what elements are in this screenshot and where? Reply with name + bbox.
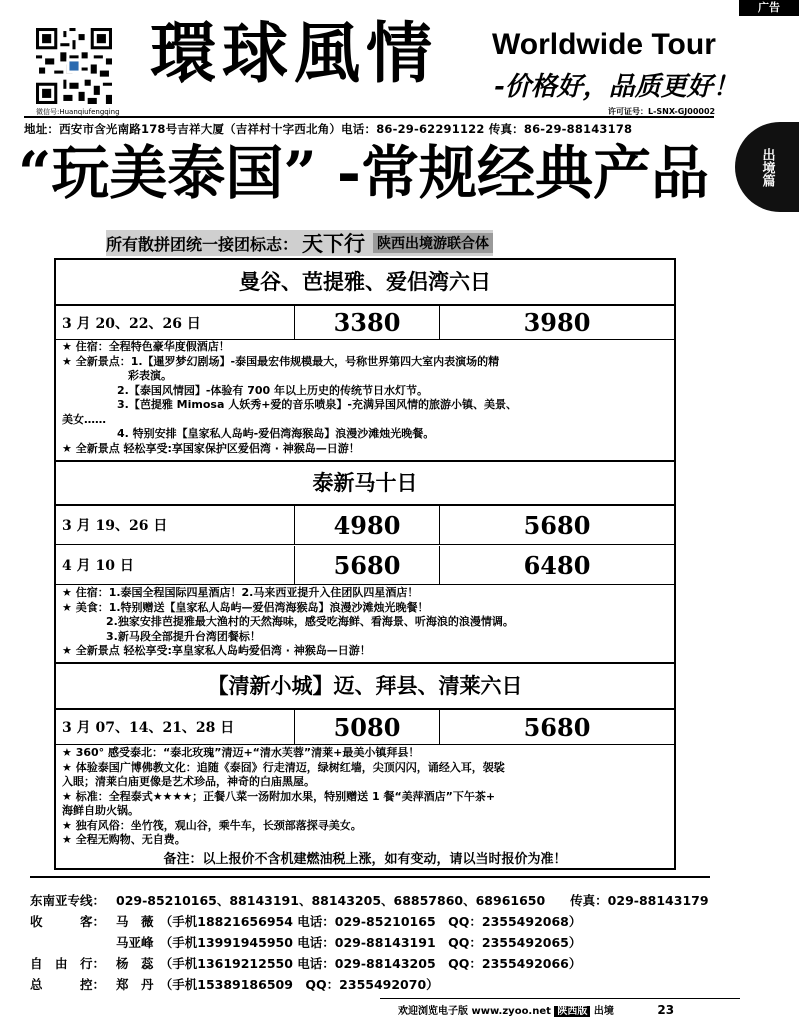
departure-dates: 3 月 20、22、26 日 xyxy=(62,315,201,332)
note-line: ★ 住宿：全程特色豪华度假酒店！ xyxy=(62,340,230,353)
contact-text: 马亚峰 （手机13991945950 电话：029-88143191 QQ：2355492065） xyxy=(116,935,582,950)
price-secondary: 3980 xyxy=(439,306,674,339)
note-line: ★ 独有风俗：坐竹筏，观山谷，乘牛车，长颈部落探寻美女。 xyxy=(62,818,362,832)
edition-badge: 陕西版 xyxy=(554,1006,590,1017)
sub-banner xyxy=(106,230,493,256)
contact-text: 杨 蕊 （手机13619212550 电话：029-88143205 QQ：2355492066） xyxy=(116,956,582,971)
ad-tag: 广告 xyxy=(739,0,799,16)
price-row xyxy=(56,546,674,585)
contact-line xyxy=(30,974,730,995)
price-secondary: 6480 xyxy=(439,546,674,584)
note-line: 4. 特别安排【皇家私人岛屿-爱侣湾海猴岛】浪漫沙滩烛光晚餐。 xyxy=(62,427,435,440)
section-notes xyxy=(62,746,668,848)
note-line: 美女…… xyxy=(62,412,106,426)
note-line: ★ 美食：1.特别赠送【皇家私人岛屿—爱侣湾海猴岛】浪漫沙滩烛光晚餐！ xyxy=(62,600,429,614)
page-number: 23 xyxy=(657,1003,675,1017)
note-line: ★ 360° 感受泰北：“泰北玫瑰”清迈+“清水芙蓉”清莱+最美小镇拜县！ xyxy=(62,746,420,759)
banner-union: 陕西出境游联合体 xyxy=(373,233,493,253)
address-line: 地址：西安市含光南路178号吉祥大厦（吉祥村十字西北角）电话：86-29-62291122 传真：86-29-88143178 xyxy=(24,116,714,137)
license-number: 许可证号：L-SNX-GJ00002 xyxy=(608,107,716,116)
note-line: ★ 全程无购物、无自费。 xyxy=(62,833,186,846)
contact-label: 东南亚专线： xyxy=(30,893,106,908)
price-row xyxy=(56,306,674,340)
note-line: 彩表演。 xyxy=(62,369,172,382)
contact-text: 029-85210165、88143191、88143205、68857860、68961650 传真：029-88143179 xyxy=(116,893,709,908)
footer-link[interactable]: 欢迎浏览电子版 www.zyoo.net xyxy=(398,1006,551,1017)
note-line: ★ 标准：全程泰式★★★★；正餐八菜一汤附加水果，特别赠送 1 餐“美萍酒店”下午茶+ xyxy=(62,789,496,803)
note-line: 2.【泰国风情园】-体验有 700 年以上历史的传统节日水灯节。 xyxy=(62,383,429,397)
departure-dates: 3 月 07、14、21、28 日 xyxy=(62,720,235,736)
section-title: 泰新马十日 xyxy=(56,460,674,506)
note-line: ★ 住宿：1.泰国全程国际四星酒店！2.马来西亚提升入住团队四星酒店！ xyxy=(62,586,419,599)
section-notes xyxy=(62,586,668,659)
contact-label: 自 由 行： xyxy=(30,956,106,971)
wechat-id: 微信号:Huanqiufengqing xyxy=(36,108,120,116)
contact-label: 收 客： xyxy=(30,914,106,929)
product-box xyxy=(54,258,676,870)
note-line: ★ 全新景点 轻松享受:享皇家私人岛屿爱侣湾 · 神猴岛—日游！ xyxy=(62,644,371,657)
note-line: ★ 全新景点 轻松享受:享国家保护区爱侣湾 · 神猴岛—日游！ xyxy=(62,441,360,455)
banner-brand: 天下行 xyxy=(302,232,366,256)
note-line: ★ 全新景点：1.【暹罗梦幻剧场】-泰国最宏伟规模最大，号称世界第四大室内表演场的精 xyxy=(62,354,500,368)
note-line: ★ 体验泰国广博佛教文化：追随《泰囧》行走清迈，绿树红墙，尖顶闪闪，诵经入耳，袈裟 xyxy=(62,760,505,774)
price-primary: 5680 xyxy=(294,546,439,584)
contact-text: 郑 丹 （手机15389186509 QQ：2355492070） xyxy=(116,977,439,992)
section-tab: 出境篇 xyxy=(735,122,799,212)
contact-line xyxy=(30,911,730,932)
page-footer xyxy=(398,1002,674,1017)
price-secondary: 5680 xyxy=(439,710,674,744)
banner-text: 所有散拼团统一接团标志： xyxy=(106,234,299,254)
section-title: 曼谷、芭提雅、爱侣湾六日 xyxy=(56,260,674,306)
section-title: 【清新小城】迈、拜县、清莱六日 xyxy=(56,662,674,710)
qr-code-icon xyxy=(36,28,112,104)
price-primary: 5080 xyxy=(294,710,439,744)
contact-label: 总 控： xyxy=(30,977,106,992)
contact-text: 马 薇 （手机18821656954 电话：029-85210165 QQ：2355492068） xyxy=(116,914,582,929)
price-primary: 4980 xyxy=(294,506,439,544)
headline: “玩美泰国” -常规经典产品 xyxy=(18,139,709,207)
english-name: Worldwide Tour xyxy=(492,28,716,61)
price-primary: 3380 xyxy=(294,306,439,339)
price-remark: 备注：以上报价不含机建燃油税上涨，如有变动，请以当时报价为准！ xyxy=(163,852,567,867)
note-line: 入眼；清莱白庙更像是艺术珍品，神奇的白庙黑屋。 xyxy=(62,775,315,788)
brand-title: 環球風情 xyxy=(150,14,438,92)
contact-line xyxy=(30,953,730,974)
price-row xyxy=(56,710,674,745)
note-line: 海鲜自助火锅。 xyxy=(62,804,139,817)
section-notes xyxy=(62,340,668,456)
slogan: -价格好，品质更好！ xyxy=(494,72,739,102)
departure-dates: 3 月 19、26 日 xyxy=(62,518,168,534)
price-secondary: 5680 xyxy=(439,506,674,544)
price-row xyxy=(56,506,674,545)
contact-block xyxy=(30,890,730,995)
note-line: 3.新马段全部提升台湾团餐标！ xyxy=(62,629,261,643)
divider xyxy=(30,876,710,878)
contact-line xyxy=(30,932,730,953)
departure-dates: 4 月 10 日 xyxy=(62,558,134,574)
note-line: 3.【芭提雅 Mimosa 人妖秀+爱的音乐喷泉】-充满异国风情的旅游小镇、美景、 xyxy=(62,398,517,411)
footer-section: 出境 xyxy=(593,1006,614,1017)
footer-divider xyxy=(380,998,740,999)
note-line: 2.独家安排芭提雅最大渔村的天然海味，感受吃海鲜、看海景、听海浪的浪漫情调。 xyxy=(62,615,514,628)
contact-line xyxy=(30,890,730,911)
